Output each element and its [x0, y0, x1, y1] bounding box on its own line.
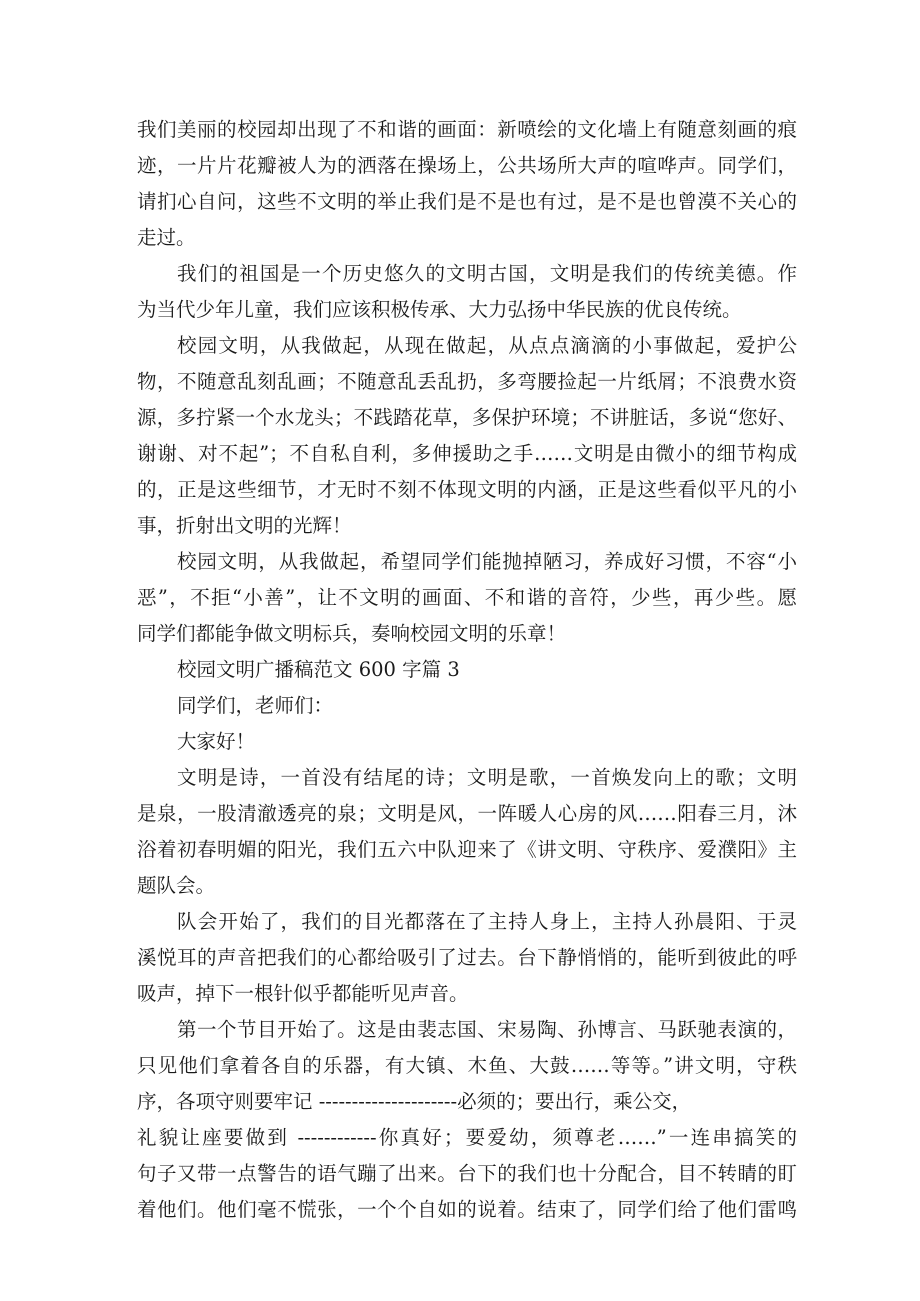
text-line: 事，折射出文明的光辉！: [137, 514, 352, 537]
text-line: 序，各项守则要牢记 ---------------------必须的；要出行，乘公交，: [137, 1090, 692, 1113]
text-line: 同学们都能争做文明标兵，奏响校园文明的乐章！: [137, 622, 567, 645]
text-line: 我们美丽的校园却出现了不和谐的画面：新喷绘的文化墙上有随意刻画的痕: [137, 118, 797, 141]
paragraph-first-line: 队会开始了，我们的目光都落在了主持人身上，主持人孙晨阳、于灵: [177, 910, 797, 933]
paragraph-first-line: 我们的祖国是一个历史悠久的文明古国，文明是我们的传统美德。作: [177, 262, 797, 285]
text-line: 吸声，掉下一根针似乎都能听见声音。: [137, 982, 469, 1005]
text-line: 恶”，不拒“小善”，让不文明的画面、不和谐的音符，少些，再少些。愿: [137, 586, 797, 609]
text-line: 的，正是这些细节，才无时不刻不体现文明的内涵，正是这些看似平凡的小: [137, 478, 797, 501]
text-line: 走过。: [137, 226, 196, 249]
text-line: 迹，一片片花瓣被人为的洒落在操场上，公共场所大声的喧哗声。同学们，: [137, 154, 797, 177]
text-line: 只见他们拿着各自的乐器，有大镇、木鱼、大鼓……等等。”讲文明，守秩: [137, 1054, 797, 1077]
document-body: [137, 112, 797, 1228]
text-line: 题队会。: [137, 874, 216, 897]
text-line: 句子又带一点警告的语气蹦了出来。台下的我们也十分配合，目不转睛的盯: [137, 1162, 797, 1185]
paragraph-first-line: 文明是诗，一首没有结尾的诗；文明是歌，一首焕发向上的歌；文明: [177, 766, 797, 789]
paragraph-first-line: 校园文明，从我做起，希望同学们能抛掉陋习，养成好习惯，不容“小: [177, 550, 797, 573]
text-line: 为当代少年儿童，我们应该积极传承、大力弘扬中华民族的优良传统。: [137, 298, 742, 321]
text-line: 礼貌让座要做到 ------------你真好；要爱幼，须尊老……”一连串搞笑的: [137, 1126, 797, 1149]
paragraph-first-line: 第一个节目开始了。这是由裴志国、宋易陶、孙博言、马跃驰表演的，: [177, 1018, 797, 1041]
text-line: 请扪心自问，这些不文明的举止我们是不是也有过，是不是也曾漠不关心的: [137, 190, 797, 213]
salutation: 同学们，老师们：: [177, 694, 334, 717]
text-line: 是泉，一股清澈透亮的泉；文明是风，一阵暖人心房的风……阳春三月，沐: [137, 802, 797, 825]
text-line: 谢谢、对不起”；不自私自利，多伸援助之手……文明是由微小的细节构成: [137, 442, 797, 465]
text-line: 浴着初春明媚的阳光，我们五六中队迎来了《讲文明、守秩序、爱濮阳》主: [137, 838, 797, 861]
paragraph-first-line: 校园文明，从我做起，从现在做起，从点点滴滴的小事做起，爱护公: [177, 334, 797, 357]
section-heading: 校园文明广播稿范文 600 字篇 3: [177, 658, 460, 681]
text-line: 源，多拧紧一个水龙头；不践踏花草，多保护环境；不讲脏话，多说“您好、: [137, 406, 797, 429]
greeting: 大家好！: [177, 730, 256, 753]
text-line: 着他们。他们毫不慌张，一个个自如的说着。结束了，同学们给了他们雷鸣: [137, 1198, 797, 1221]
text-line: 溪悦耳的声音把我们的心都给吸引了过去。台下静悄悄的，能听到彼此的呼: [137, 946, 797, 969]
text-line: 物，不随意乱刻乱画；不随意乱丢乱扔，多弯腰捡起一片纸屑；不浪费水资: [137, 370, 797, 393]
